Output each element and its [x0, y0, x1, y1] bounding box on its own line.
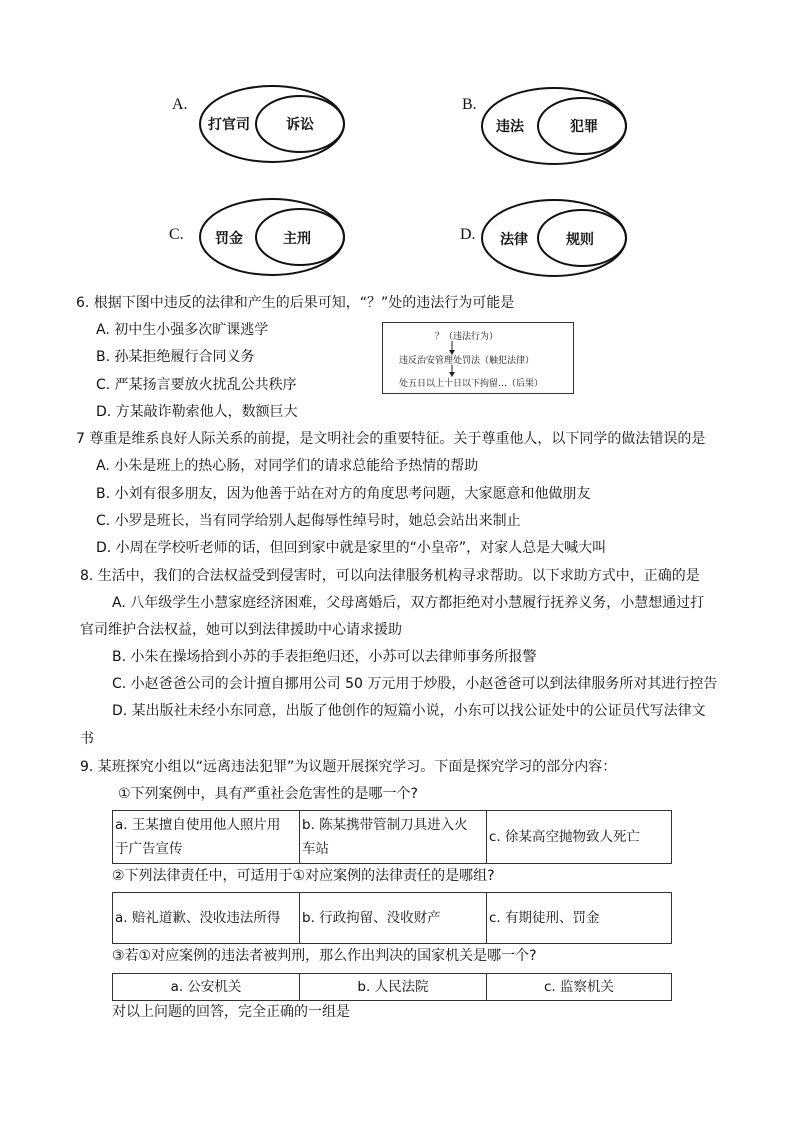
q6-flow-step-3: 处五日以上十日以下拘留…（后果） — [399, 379, 544, 389]
q7-option-c: C. 小罗是班长，当有同学给别人起侮辱性绰号时，她总会站出来制止 — [96, 513, 521, 529]
q8-stem: 8. 生活中，我们的合法权益受到侵害时，可以向法律服务机构寻求帮助。以下求助方式中，正确的是 — [80, 568, 700, 584]
q9-t2-cell-a: a. 赔礼道歉、没收违法所得 — [113, 893, 300, 944]
venn-shapes — [0, 0, 793, 290]
q6-option-a: A. 初中生小强多次旷课逃学 — [96, 322, 269, 338]
q8-option-a-cont: 官司维护合法权益，她可以到法律援助中心请求援助 — [80, 622, 402, 638]
q6-option-b: B. 孙某拒绝履行合同义务 — [96, 349, 255, 365]
q9-t3-cell-b: b. 人民法院 — [300, 974, 487, 1001]
q9-t3-cell-c: c. 监察机关 — [487, 974, 672, 1001]
q9-sub-1: ①下列案例中，具有严重社会危害性的是哪一个? — [118, 786, 418, 802]
q9-sub-2: ②下列法律责任中，可适用于①对应案例的法律责任的是哪组? — [112, 868, 495, 884]
q6-option-c: C. 严某扬言要放火扰乱公共秩序 — [96, 377, 297, 393]
option-b-letter: B. — [462, 96, 477, 113]
venn-b-inner-label: 犯罪 — [570, 119, 598, 135]
venn-a-outer-label: 打官司 — [208, 117, 250, 133]
venn-c-outer-label: 罚金 — [215, 231, 243, 247]
q9-table-3 — [112, 973, 672, 1001]
q7-option-d: D. 小周在学校听老师的话，但回到家中就是家里的“小皇帝”，对家人总是大喊大叫 — [96, 540, 607, 556]
q9-table-2 — [112, 892, 672, 944]
q6-flow-step-1: ？（违法行为） — [435, 332, 499, 342]
venn-a-inner-label: 诉讼 — [286, 117, 314, 133]
q9-t2-cell-b: b. 行政拘留、没收财产 — [300, 893, 487, 944]
q7-stem: 7 尊重是维系良好人际关系的前提，是文明社会的重要特征。关于尊重他人，以下同学的做法错误的是 — [76, 431, 706, 447]
q6-stem: 6. 根据下图中违反的法律和产生的后果可知，“？”处的违法行为可能是 — [76, 295, 515, 311]
q8-option-d: D. 某出版社未经小东同意，出版了他创作的短篇小说，小东可以找公证处中的公证员代写法律文 — [112, 703, 706, 719]
q8-option-d-cont: 书 — [80, 731, 94, 747]
q6-flow-step-2: 违反治安管理处罚法（触犯法律） — [399, 356, 535, 366]
venn-c-inner-label: 主刑 — [283, 231, 311, 247]
q9-t1-cell-b: b. 陈某携带管制刀具进入火 车站 — [300, 811, 487, 864]
q9-sub-3: ③若①对应案例的违法者被判刑，那么作出判决的国家机关是哪一个? — [112, 948, 537, 964]
q7-option-a: A. 小朱是班上的热心肠，对同学们的请求总能给予热情的帮助 — [96, 458, 479, 474]
q7-option-b: B. 小刘有很多朋友，因为他善于站在对方的角度思考问题，大家愿意和他做朋友 — [96, 486, 591, 502]
q6-flow-box — [382, 322, 574, 394]
q6-option-d: D. 方某敲诈勒索他人，数额巨大 — [96, 404, 298, 420]
q9-stem: 9. 某班探究小组以“远离违法犯罪”为议题开展探究学习。下面是探究学习的部分内容： — [80, 759, 617, 775]
q8-option-b: B. 小朱在操场拾到小苏的手表拒绝归还，小苏可以去律师事务所报警 — [112, 649, 537, 665]
q9-t1-cell-a: a. 王某擅自使用他人照片用 于广告宣传 — [113, 811, 300, 864]
q9-t3-cell-a: a. 公安机关 — [113, 974, 300, 1001]
q8-option-c: C. 小赵爸爸公司的会计擅自挪用公司 50 万元用于炒股，小赵爸爸可以到法律服务所对其进行控告 — [112, 676, 718, 692]
venn-d-inner-label: 规则 — [566, 232, 594, 248]
venn-b-outer-label: 违法 — [496, 119, 524, 135]
q9-final-prompt: 对以上问题的回答，完全正确的一组是 — [112, 1004, 350, 1020]
q9-t2-cell-c: c. 有期徒刑、罚金 — [487, 893, 672, 944]
option-a-letter: A. — [172, 96, 188, 113]
q8-option-a: A. 八年级学生小慧家庭经济困难，父母离婚后，双方都拒绝对小慧履行抚养义务，小慧想通过打 — [112, 595, 705, 611]
option-d-letter: D. — [460, 226, 476, 243]
option-c-letter: C. — [169, 226, 184, 243]
venn-d-outer-label: 法律 — [500, 232, 528, 248]
q9-table-1 — [112, 810, 672, 864]
q9-t1-cell-c: c. 徐某高空抛物致人死亡 — [487, 811, 672, 864]
